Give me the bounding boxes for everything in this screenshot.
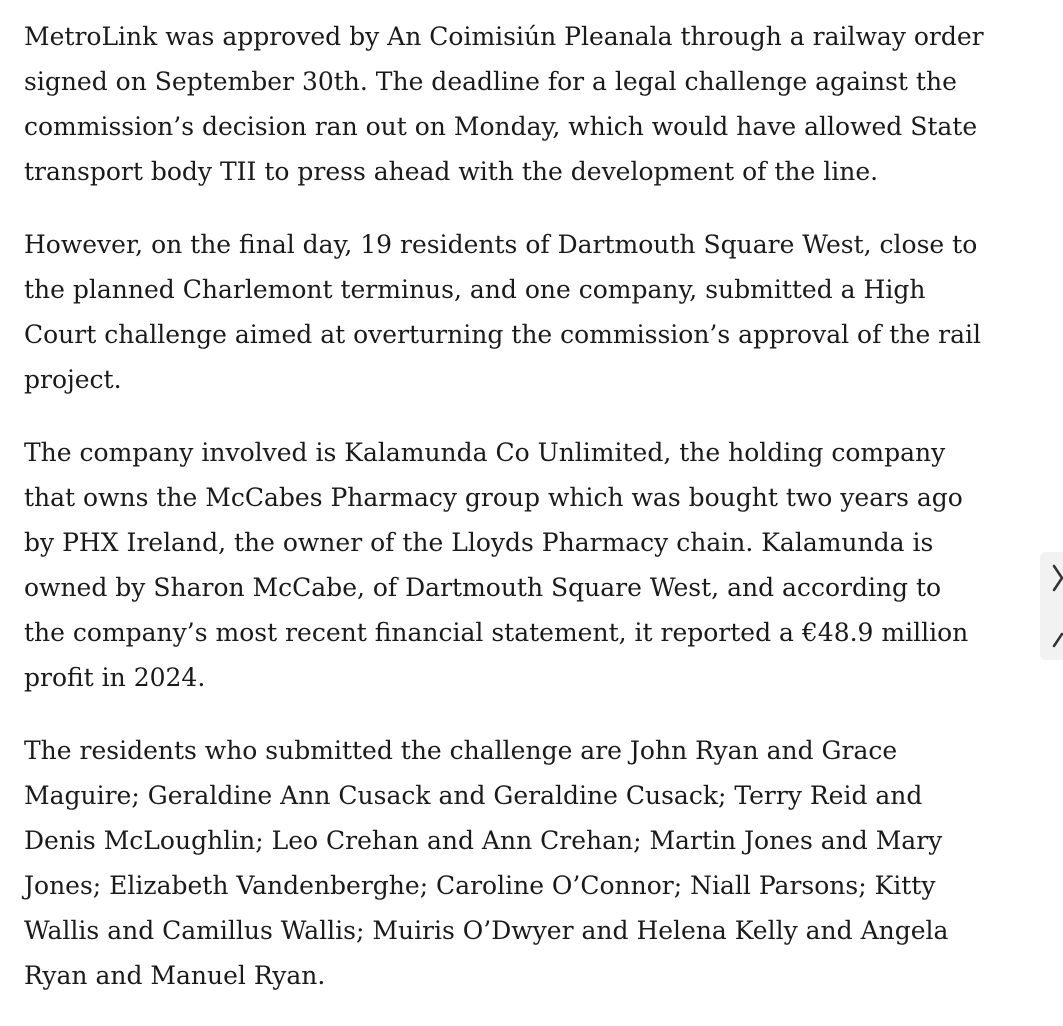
text-line: project. bbox=[24, 365, 122, 394]
article-body bbox=[24, 14, 1034, 1026]
text-line: that owns the McCabes Pharmacy group which was bought two years ago bbox=[24, 483, 963, 512]
text-line: owned by Sharon McCabe, of Dartmouth Square West, and according to bbox=[24, 573, 942, 602]
text-line: signed on September 30th. The deadline for a legal challenge against the bbox=[24, 67, 957, 96]
chevron-icon bbox=[1050, 564, 1063, 648]
text-line: Jones; Elizabeth Vandenberghe; Caroline O’Connor; Niall Parsons; Kitty bbox=[24, 871, 936, 900]
text-line: commission’s decision ran out on Monday, which would have allowed State bbox=[24, 112, 978, 141]
text-line: the planned Charlemont terminus, and one company, submitted a High bbox=[24, 275, 926, 304]
paragraph-residents bbox=[24, 728, 1034, 998]
text-line: Denis McLoughlin; Leo Crehan and Ann Crehan; Martin Jones and Mary bbox=[24, 826, 943, 855]
paragraph-approval bbox=[24, 14, 1034, 194]
text-line: The company involved is Kalamunda Co Unlimited, the holding company bbox=[24, 438, 946, 467]
side-panel-toggle[interactable] bbox=[1040, 552, 1063, 660]
text-line: MetroLink was approved by An Coimisiún Pleanala through a railway order bbox=[24, 22, 984, 51]
text-line: transport body TII to press ahead with the development of the line. bbox=[24, 157, 879, 186]
text-line: Ryan and Manuel Ryan. bbox=[24, 961, 326, 990]
text-line: Court challenge aimed at overturning the commission’s approval of the rail bbox=[24, 320, 982, 349]
text-line: profit in 2024. bbox=[24, 663, 206, 692]
paragraph-challenge bbox=[24, 222, 1034, 402]
text-line: the company’s most recent financial statement, it reported a €48.9 million bbox=[24, 618, 969, 647]
text-line: by PHX Ireland, the owner of the Lloyds Pharmacy chain. Kalamunda is bbox=[24, 528, 934, 557]
text-line: The residents who submitted the challenge are John Ryan and Grace bbox=[24, 736, 898, 765]
text-line: Wallis and Camillus Wallis; Muiris O’Dwyer and Helena Kelly and Angela bbox=[24, 916, 949, 945]
text-line: However, on the final day, 19 residents of Dartmouth Square West, close to bbox=[24, 230, 978, 259]
text-line: Maguire; Geraldine Ann Cusack and Geraldine Cusack; Terry Reid and bbox=[24, 781, 923, 810]
paragraph-company bbox=[24, 430, 1034, 700]
